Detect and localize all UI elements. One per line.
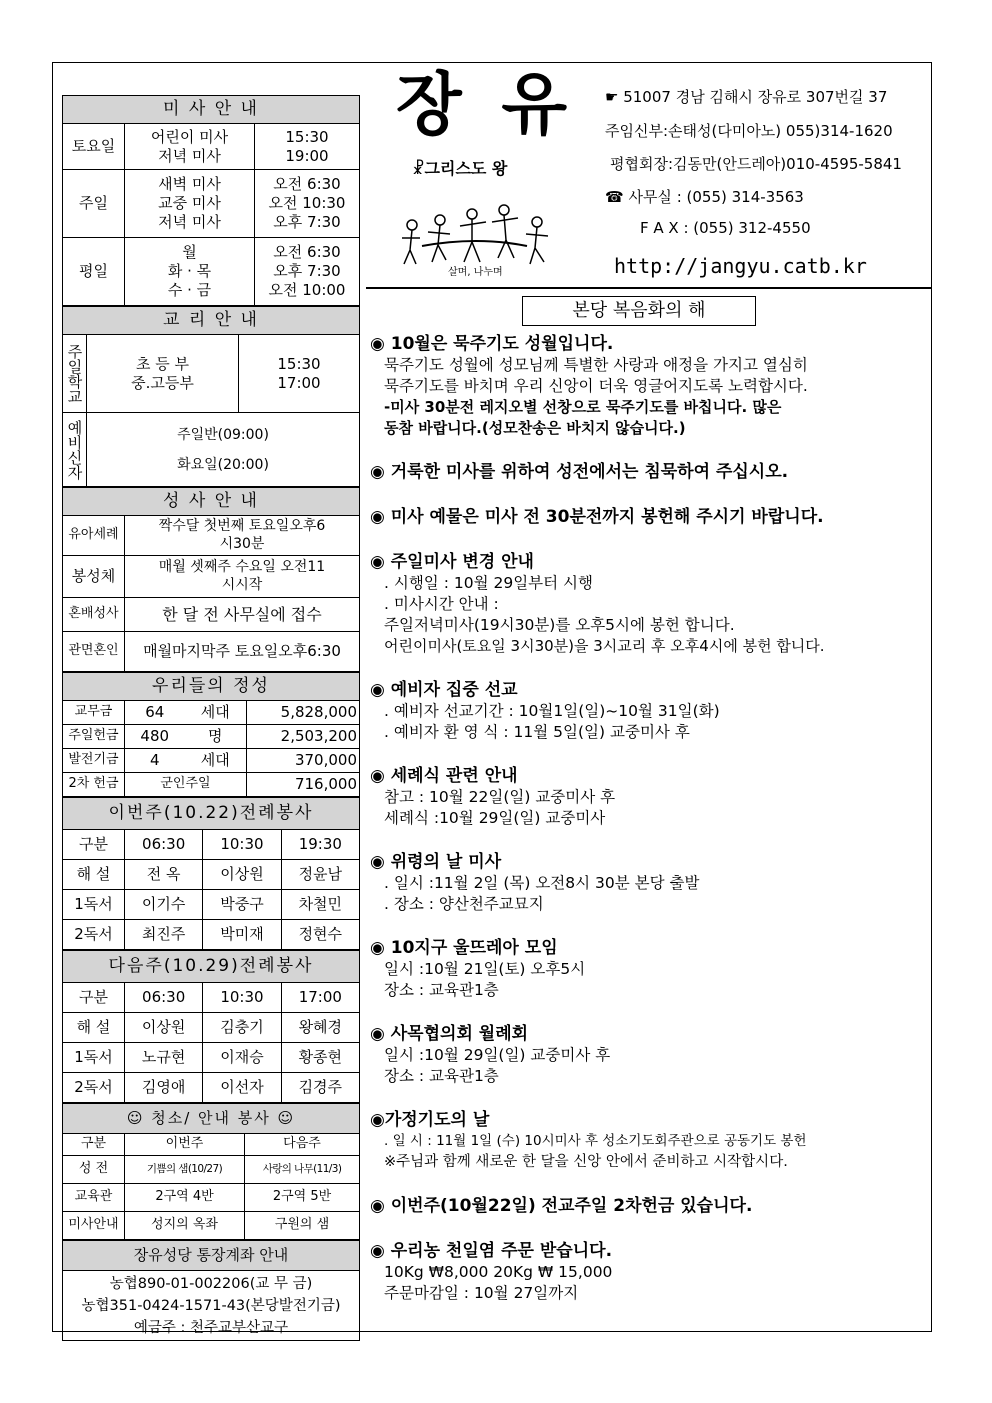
news-line: 일시 :10월 29일(일) 교중미사 후	[384, 1046, 611, 1064]
offering-amount: 716,000	[247, 773, 360, 797]
liturgy-col: 17:00	[281, 983, 359, 1013]
liturgy-person: 이기수	[125, 890, 203, 920]
offering-amount: 2,503,200	[247, 725, 360, 749]
news-line: 장소 : 교육관1층	[384, 981, 499, 999]
mass-time: 오전 6:30	[273, 243, 341, 262]
liturgy-person: 김영애	[125, 1073, 203, 1103]
offering-unit: 세대	[185, 701, 247, 725]
class-time: 15:30	[277, 354, 321, 373]
account-header: 장유성당 통장계좌 안내	[63, 1241, 360, 1271]
liturgy-role: 2독서	[63, 920, 125, 950]
mass-time: 오전 6:30	[273, 175, 341, 194]
news-line: . 예비자 환 영 식 : 11월 5일(일) 교중미사 후	[384, 723, 690, 741]
liturgy-person: 차철민	[281, 890, 359, 920]
offering-amount: 5,828,000	[247, 701, 360, 725]
sacrament-label: 봉성체	[63, 556, 125, 598]
news-title: ◉ 10월은 묵주기도 성월입니다.	[370, 334, 614, 354]
news-line: . 시행일 : 10월 29일부터 시행	[384, 574, 593, 592]
liturgy-col: 구분	[63, 830, 125, 860]
liturgy-person: 왕혜경	[281, 1013, 359, 1043]
liturgy-person: 김경주	[281, 1073, 359, 1103]
liturgy-person: 이재승	[203, 1043, 281, 1073]
mass-name: 어린이 미사	[150, 127, 229, 146]
cleaning-area: 성 전	[63, 1156, 125, 1184]
sacrament-header: 성 사 안 내	[63, 488, 360, 516]
news-line: 일시 :10월 21일(토) 오후5시	[384, 960, 586, 978]
news-title: ◉ 세례식 관련 안내	[370, 766, 518, 786]
news-title: ◉ 미사 예물은 미사 전 30분전까지 봉헌해 주시기 바랍니다.	[370, 507, 824, 527]
mass-time: 15:30	[285, 127, 329, 146]
address-line: ☛ 51007 경남 김해시 장유로 307번길 37	[605, 88, 888, 106]
news-item	[370, 765, 930, 829]
cleaning-group: 2구역 5반	[245, 1184, 360, 1212]
liturgy-next-header: 다음주(10.29)전례봉사	[63, 951, 360, 983]
cleaning-col: 이번주	[125, 1134, 245, 1156]
liturgy-person: 정현수	[281, 920, 359, 950]
bulletin-title: 장 유	[396, 66, 576, 145]
offering-unit: 세대	[185, 749, 247, 773]
offering-header: 우리들의 정성	[63, 673, 360, 701]
liturgy-role: 해 설	[63, 1013, 125, 1043]
news-line: 어린이미사(토요일 3시30분)을 3시교리 후 오후4시에 봉헌 합니다.	[384, 637, 825, 655]
phone-icon: ☎	[605, 188, 629, 206]
mass-day: 주일	[63, 170, 125, 238]
news-title: ◉ 10지구 울뜨레아 모임	[370, 938, 558, 958]
hand-pointer-icon: ☛	[605, 88, 624, 106]
sunday-school-label: 주일학교	[63, 335, 87, 413]
offering-count: 군인주일	[125, 773, 247, 797]
liturgy-role: 1독서	[63, 1043, 125, 1073]
sacrament-value: 매월마지막주 토요일오후6:30	[125, 632, 360, 672]
news-item	[370, 1240, 930, 1304]
mass-name: 저녁 미사	[158, 146, 221, 165]
news-line: 묵주기도를 바치며 우리 신앙이 더욱 영글어지도록 노력합시다.	[384, 377, 808, 395]
news-item	[370, 506, 930, 528]
liturgy-this-header: 이번주(10.22)전례봉사	[63, 798, 360, 830]
liturgy-role: 2독서	[63, 1073, 125, 1103]
news-title: ◉ 이번주(10월22일) 전교주일 2차헌금 있습니다.	[370, 1196, 753, 1216]
left-column	[62, 95, 360, 1341]
news-title: ◉ 위령의 날 미사	[370, 852, 502, 872]
mass-time: 오전 10:00	[268, 280, 346, 299]
mass-day: 평일	[63, 238, 125, 306]
news-line: 장소 : 교육관1층	[384, 1067, 499, 1085]
liturgy-col: 구분	[63, 983, 125, 1013]
liturgy-col: 06:30	[125, 983, 203, 1013]
offering-label: 2차 헌금	[63, 773, 125, 797]
news-line: 묵주기도 성월에 성모님께 특별한 사랑과 애정을 가지고 열심히	[384, 356, 808, 374]
liturgy-col: 19:30	[281, 830, 359, 860]
offering-label: 교무금	[63, 701, 125, 725]
news-line: . 일 시 : 11월 1일 (수) 10시미사 후 성소기도회주관으로 공동기도 봉헌	[384, 1133, 807, 1149]
cleaning-area: 교육관	[63, 1184, 125, 1212]
account-line: 농협890-01-002206(교 무 금)	[109, 1275, 313, 1292]
cleaning-group: 사랑의 나무(11/3)	[245, 1156, 360, 1184]
sacrament-label: 관면혼인	[63, 632, 125, 672]
news-title: ◉ 주일미사 변경 안내	[370, 552, 534, 572]
liturgy-person: 이상원	[203, 860, 281, 890]
mass-time: 19:00	[285, 146, 329, 165]
offering-unit: 명	[185, 725, 247, 749]
header-divider	[366, 287, 932, 289]
account-line: 예금주 : 천주교부산교구	[133, 1319, 289, 1336]
mass-name: 화 · 목	[167, 262, 212, 281]
sacrament-table	[62, 487, 360, 672]
news-line: 동참 바랍니다.(성모찬송은 바치지 않습니다.)	[384, 419, 686, 437]
bulletin-subtitle: ☧그리스도 왕	[412, 159, 508, 178]
illustration-caption: 살며, 나누며	[448, 267, 503, 278]
class-name: 중.고등부	[131, 373, 194, 392]
mass-time: 오후 7:30	[273, 262, 341, 281]
liturgy-person: 최진주	[125, 920, 203, 950]
liturgy-person: 노규현	[125, 1043, 203, 1073]
cleaning-group: 기쁨의 샘(10/27)	[125, 1156, 245, 1184]
liturgy-col: 06:30	[125, 830, 203, 860]
fax-line: F A X : (055) 312-4550	[640, 219, 811, 237]
news-item	[370, 679, 930, 743]
doctrine-table	[62, 306, 360, 487]
class-name: 초 등 부	[135, 354, 189, 373]
cleaning-col: 다음주	[245, 1134, 360, 1156]
liturgy-person: 박중구	[203, 890, 281, 920]
news-line: 주일저녁미사(19시30분)를 오후5시에 봉헌 합니다.	[384, 616, 735, 634]
news-item	[370, 937, 930, 1001]
sacrament-label: 혼배성사	[63, 598, 125, 632]
offering-label: 주일헌금	[63, 725, 125, 749]
president-line: 평협회장:김동만(안드레아)010-4595-5841	[610, 155, 902, 173]
mass-time: 오전 10:30	[268, 194, 346, 213]
cleaning-table	[62, 1103, 360, 1240]
catechumen-label: 예비신자	[63, 413, 87, 487]
liturgy-person: 김충기	[203, 1013, 281, 1043]
news-item	[370, 1195, 930, 1217]
news-item	[370, 1023, 930, 1087]
pastor-line: 주임신부:손태성(다미아노) 055)314-1620	[605, 122, 893, 140]
community-illustration	[392, 200, 562, 270]
mass-name: 월	[182, 243, 197, 262]
mass-header: 미 사 안 내	[63, 96, 360, 124]
news-item	[370, 851, 930, 915]
news-line: 세례식 :10월 29일(일) 교중미사	[384, 809, 606, 827]
liturgy-person: 박미재	[203, 920, 281, 950]
sacrament-label: 유아세례	[63, 516, 125, 556]
offering-amount: 370,000	[247, 749, 360, 773]
liturgy-this-week-table	[62, 797, 360, 950]
mass-name: 새벽 미사	[158, 175, 221, 194]
liturgy-col: 10:30	[203, 830, 281, 860]
website-link[interactable]: http://jangyu.catb.kr	[614, 254, 867, 278]
sacrament-value: 매월 셋째주 수요일 오전11시시작	[125, 556, 360, 598]
offering-count: 4	[125, 749, 185, 773]
news-line: 주문마감일 : 10월 27일까지	[384, 1284, 579, 1302]
mass-name: 교중 미사	[158, 194, 221, 213]
liturgy-person: 전 옥	[125, 860, 203, 890]
cleaning-col: 구분	[63, 1134, 125, 1156]
liturgy-person: 이선자	[203, 1073, 281, 1103]
news-title: ◉ 우리농 천일염 주문 받습니다.	[370, 1241, 613, 1261]
news-title: ◉ 예비자 집중 선교	[370, 680, 518, 700]
mass-day: 토요일	[63, 124, 125, 170]
cleaning-group: 성지의 옥좌	[125, 1212, 245, 1240]
cleaning-group: 2구역 4반	[125, 1184, 245, 1212]
cleaning-header: ☺ 청소/ 안내 봉사 ☺	[63, 1104, 360, 1134]
class-time: 17:00	[277, 373, 321, 392]
mass-table	[62, 95, 360, 306]
offering-table	[62, 672, 360, 797]
news-line: 참고 : 10월 22일(일) 교중미사 후	[384, 788, 616, 806]
catechumen-class: 주일반(09:00)	[177, 426, 269, 443]
news-line: ※주님과 함께 새로운 한 달을 신앙 안에서 준비하고 시작합시다.	[384, 1154, 788, 1170]
news-title: ◉ 거룩한 미사를 위하여 성전에서는 침묵하여 주십시오.	[370, 462, 789, 482]
mass-time: 오후 7:30	[273, 212, 341, 231]
cleaning-area: 미사안내	[63, 1212, 125, 1240]
account-table	[62, 1240, 360, 1341]
news-title: ◉ 사목협의회 월례회	[370, 1024, 529, 1044]
news-item	[370, 551, 930, 657]
catechumen-class: 화요일(20:00)	[177, 456, 269, 473]
doctrine-header: 교 리 안 내	[63, 307, 360, 335]
news-item	[370, 1109, 930, 1173]
liturgy-role: 해 설	[63, 860, 125, 890]
liturgy-role: 1독서	[63, 890, 125, 920]
liturgy-person: 이상원	[125, 1013, 203, 1043]
news-line: . 예비자 선교기간 : 10월1일(일)~10월 31일(화)	[384, 702, 720, 720]
cleaning-group: 구원의 샘	[245, 1212, 360, 1240]
year-theme: 본당 복음화의 해	[522, 296, 756, 326]
news-line: . 일시 :11월 2일 (목) 오전8시 30분 본당 출발	[384, 874, 700, 892]
offering-count: 480	[125, 725, 185, 749]
mass-name: 수 · 금	[167, 280, 212, 299]
liturgy-person: 정윤남	[281, 860, 359, 890]
offering-label: 발전기금	[63, 749, 125, 773]
news-title: ◉가정기도의 날	[370, 1110, 490, 1130]
liturgy-next-week-table	[62, 950, 360, 1103]
news-line: . 장소 : 양산천주교묘지	[384, 895, 544, 913]
mass-name: 저녁 미사	[158, 212, 221, 231]
office-phone-line: ☎ 사무실 : (055) 314-3563	[605, 188, 804, 206]
offering-count: 64	[125, 701, 185, 725]
news-line: -미사 30분전 레지오별 선창으로 묵주기도를 바칩니다. 많은	[384, 398, 782, 416]
news-item	[370, 461, 930, 483]
liturgy-col: 10:30	[203, 983, 281, 1013]
news-line: 10Kg ₩8,000 20Kg ₩ 15,000	[384, 1263, 613, 1281]
sacrament-value: 한 달 전 사무실에 접수	[125, 598, 360, 632]
liturgy-person: 황종현	[281, 1043, 359, 1073]
sacrament-value: 짝수달 첫번째 토요일오후6시30분	[125, 516, 360, 556]
news-line: . 미사시간 안내 :	[384, 595, 499, 613]
news-item	[370, 333, 930, 439]
account-line: 농협351-0424-1571-43(본당발전기금)	[81, 1297, 341, 1314]
